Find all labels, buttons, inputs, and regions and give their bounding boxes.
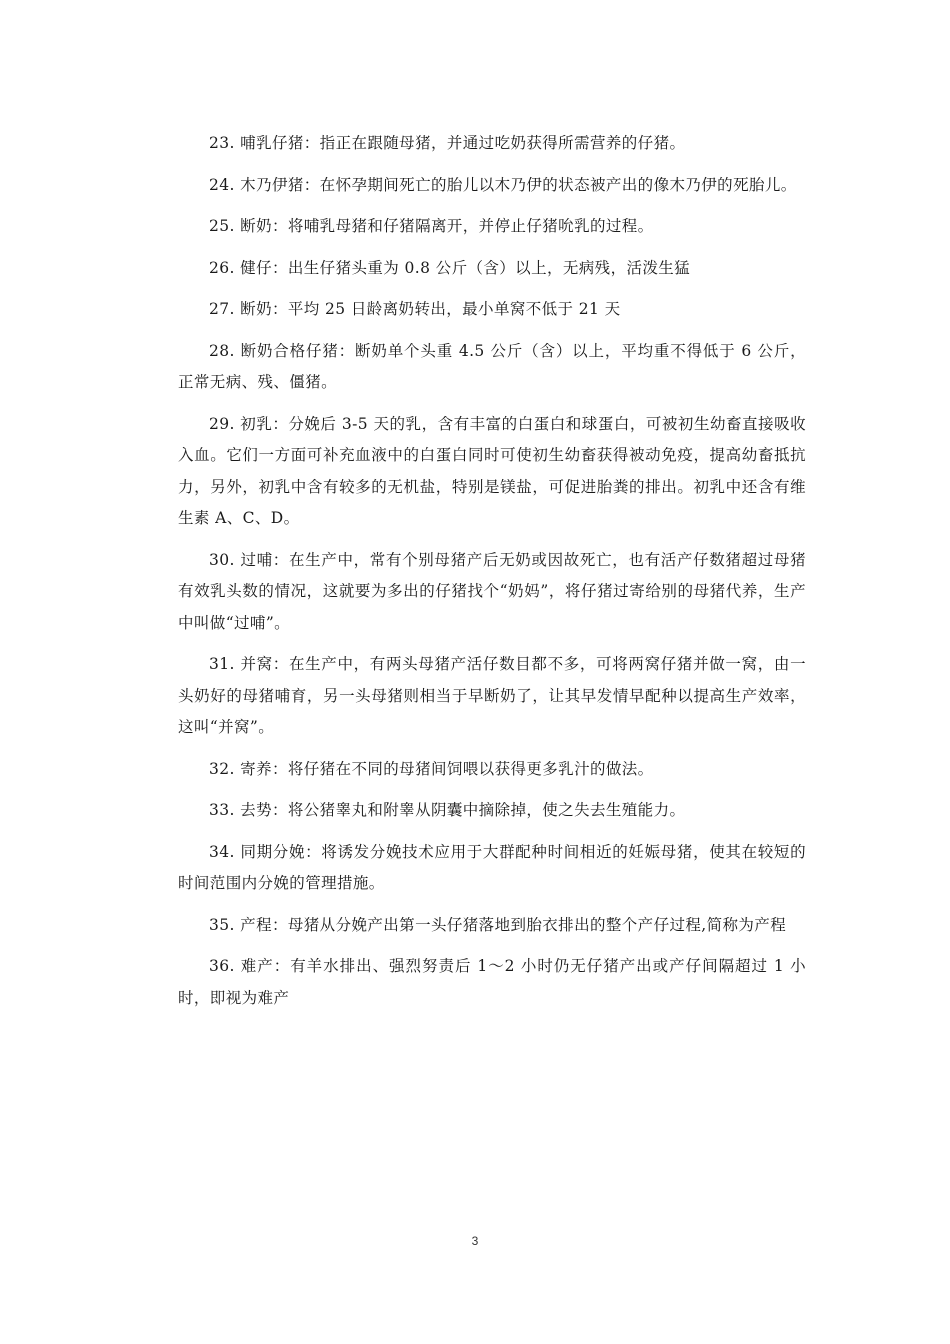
- paragraph-29: 29. 初乳：分娩后 3-5 天的乳，含有丰富的白蛋白和球蛋白，可被初生幼畜直接吸收入血。它们一方面可补充血液中的白蛋白同时可使初生幼畜获得被动免疫，提高幼畜抵抗力，另外，初乳中含有较多的无机盐，特别是镁盐，可促进胎粪的排出。初乳中还含有维生素 A、C、D。: [178, 414, 806, 527]
- paragraph-33: 33. 去势：将公猪睾丸和附睾从阴囊中摘除掉，使之失去生殖能力。: [209, 801, 686, 819]
- paragraph-26: 26. 健仔：出生仔猪头重为 0.8 公斤（含）以上，无病残，活泼生猛: [209, 258, 691, 277]
- paragraph-31: 31. 并窝：在生产中，有两头母猪产活仔数目都不多，可将两窝仔猪并做一窝，由一头奶好的母猪哺育，另一头母猪则相当于早断奶了，让其早发情早配种以提高生产效率，这叫“并窝”。: [178, 655, 806, 736]
- paragraph-27: 27. 断奶：平均 25 日龄离奶转出，最小单窝不低于 21 天: [209, 300, 621, 318]
- paragraph-36: 36. 难产：有羊水排出、强烈努责后 1～2 小时仍无仔猪产出或产仔间隔超过 1 小时，即视为难产: [178, 957, 806, 1007]
- paragraph-34: 34. 同期分娩：将诱发分娩技术应用于大群配种时间相近的妊娠母猪，使其在较短的时间范围内分娩的管理措施。: [178, 842, 806, 892]
- paragraph-32: 32. 寄养：将仔猪在不同的母猪间饲喂以获得更多乳汁的做法。: [209, 759, 654, 778]
- paragraph-23: 23. 哺乳仔猪：指正在跟随母猪，并通过吃奶获得所需营养的仔猪。: [209, 134, 686, 152]
- paragraph-25: 25. 断奶：将哺乳母猪和仔猪隔离开，并停止仔猪吮乳的过程。: [209, 217, 654, 235]
- paragraph-35: 35. 产程：母猪从分娩产出第一头仔猪落地到胎衣排出的整个产仔过程,简称为产程: [209, 915, 787, 934]
- document-body: [178, 128, 806, 1024]
- page-number: 3: [471, 1234, 479, 1248]
- paragraph-24: 24. 木乃伊猪：在怀孕期间死亡的胎儿以木乃伊的状态被产出的像木乃伊的死胎儿。: [209, 175, 797, 194]
- paragraph-28: 28. 断奶合格仔猪：断奶单个头重 4.5 公斤（含）以上，平均重不得低于 6 公斤，正常无病、残、僵猪。: [178, 341, 806, 391]
- paragraph-30: 30. 过哺：在生产中，常有个别母猪产后无奶或因故死亡，也有活产仔数猪超过母猪有效乳头数的情况，这就要为多出的仔猪找个“奶妈”，将仔猪过寄给别的母猪代养，生产中叫做“过哺”。: [178, 550, 806, 632]
